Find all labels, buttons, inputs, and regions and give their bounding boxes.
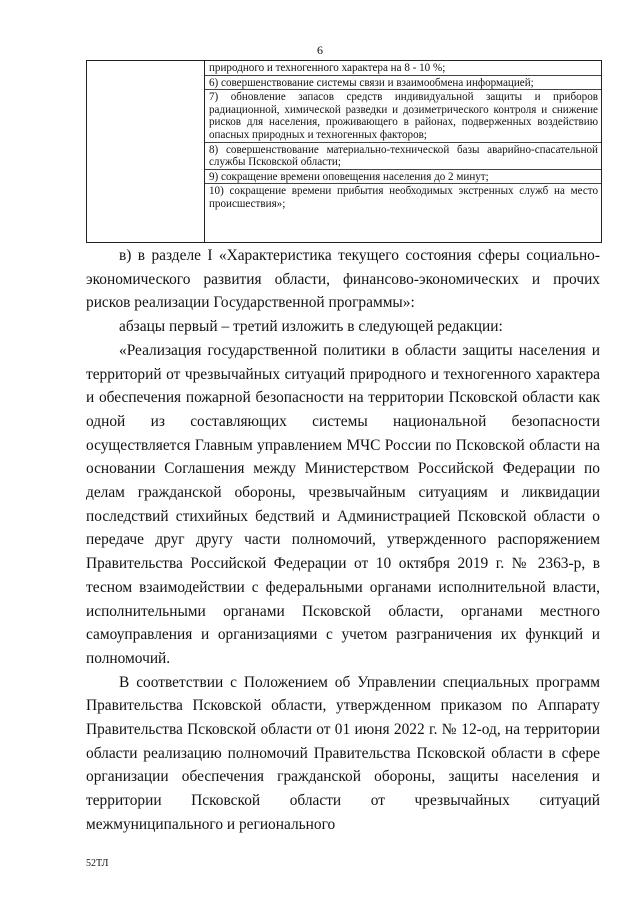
table-empty-column (87, 61, 205, 242)
table-row: 10) сокращение времени прибытия необходимых экстренных служб на место происшествия»; (209, 185, 598, 210)
table-row: 8) совершенствование материально-технической базы аварийно-спасательной службы Псковской области; (205, 143, 601, 170)
paragraph-instruction: абзацы первый – третий изложить в следующей редакции: (119, 318, 503, 336)
paragraph-regulation: В соответствии с Положением об Управлении специальных программ Правительства Псковской области, утвержденном приказом по Аппарату Правительства Псковской области от 01 июня 2022 г. № 12-од, на территории области реализацию полномочий Правительства Псковской области в сфере организации обеспечения гражданской обороны, защиты населения и территории Псковской области от чрезвычайных ситуаций межмуниципального и регионального (86, 673, 600, 833)
measures-table (86, 60, 602, 243)
table-row: природного и техногенного характера на 8 - 10 %; (205, 61, 601, 76)
document-body (86, 244, 600, 837)
page-number: 6 (317, 43, 323, 57)
table-row: 9) сокращение времени оповещения населения до 2 минут; (205, 170, 601, 185)
paragraph-policy: «Реализация государственной политики в области защиты населения и территорий от чрезвычайных ситуаций природного и техногенного характера и обеспечения пожарной безопасности на территории Псковской области как одной из составляющих системы национальной безопасности осуществляется Главным управлением МЧС России по Псковской области на основании Соглашения между Министерством Российской Федерации по делам гражданской обороны, чрезвычайным ситуациям и ликвидации последствий стихийных бедствий и Администрацией Псковской области о передаче друг другу части полномочий, утвержденного распоряжением Правительства Российской Федерации от 10 октября 2019 г. № 2363-р, в тесном взаимодействии с федеральными органами исполнительной власти, исполнительными органами Псковской области, органами местного самоуправления и организациями с учетом разграничения их функций и полномочий. (86, 341, 600, 667)
table-row: 7) обновление запасов средств индивидуальной защиты и приборов радиационной, химической разведки и дозиметрического контроля и снижение рисков для населения, проживающего в районах, подверженных воздействию опасных природных и техногенных факторов; (205, 90, 601, 142)
table-row: 6) совершенствование системы связи и взаимообмена информацией; (205, 76, 601, 91)
table-content-column (205, 61, 601, 242)
footer-code: 52ТЛ (86, 858, 109, 869)
paragraph-section-heading: в) в разделе I «Характеристика текущего состояния сферы социально-экономического развития области, финансово-экономических и прочих рисков реализации Государственной программы»: (86, 247, 600, 312)
